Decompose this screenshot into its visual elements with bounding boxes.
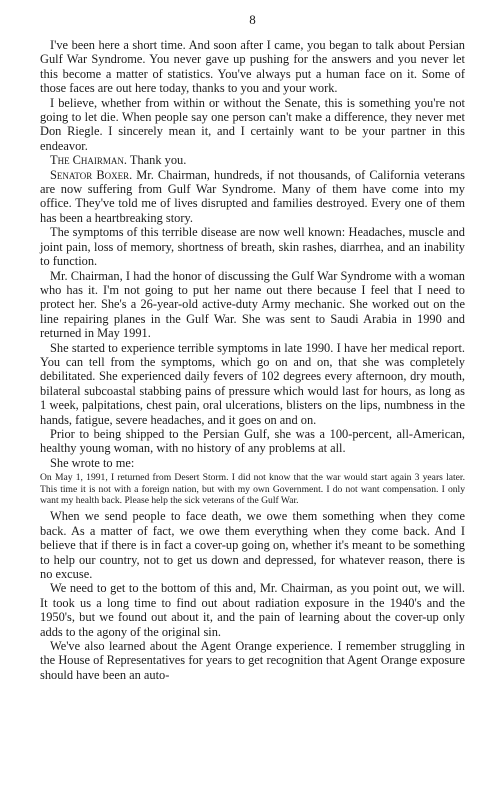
paragraph-text: I've been here a short time. And soon after I came, you began to talk about Persian Gulf War Syndrome. You never gave up pushing for the answers and you never let this become a matter of statistics. You've always put a human face on it. Some of those faces are out here today, thanks to you and your work. <box>40 38 465 96</box>
paragraph-text: I believe, whether from within or without the Senate, this is something you're not going to let die. When people say one person can't make a difference, they never met Don Riegle. I sincerely mean it, and I certainly want to be your partner in this endeavor. <box>40 95 465 153</box>
paragraph <box>40 427 465 456</box>
paragraph <box>40 225 465 268</box>
speaker-name: Senator Boxer. <box>50 167 133 182</box>
paragraph-text: We've also learned about the Agent Orange experience. I remember struggling in the House of Representatives for years to get recognition that Agent Orange exposure should have been an auto- <box>40 639 465 682</box>
block-quote: On May 1, 1991, I returned from Desert Storm. I did not know that the war would start again 3 years later. This time it is not with a foreign nation, but with my own Government. I do not want compensation. I only want my health back. Please help the sick veterans of the Gulf War. <box>40 472 465 506</box>
paragraph-text: Thank you. <box>127 153 187 168</box>
paragraph <box>40 168 465 226</box>
paragraph <box>40 509 465 581</box>
paragraph <box>40 269 465 341</box>
paragraph-text: We need to get to the bottom of this and, Mr. Chairman, as you point out, we will. It took us a long time to find out about radiation exposure in the 1940's and the 1950's, but we found out about it, and the pain of learning about the cover-up only adds to the agony of the original sin. <box>40 581 465 639</box>
paragraph-text: She started to experience terrible symptoms in late 1990. I have her medical report. You can tell from the symptoms, which go on and on, that she was completely debilitated. She experienced daily fevers of 102 degrees every afternoon, dry mouth, bilateral subcoastal stabbing pains of pressure which would last for hours, as long as 1 week, palpitations, chest pain, oral ulcerations, blisters on the lips, numbness in the hands, fatigue, severe headaches, and it goes on and on. <box>40 340 465 427</box>
paragraph-text: Mr. Chairman, hundreds, if not thousands, of California veterans are now suffering from Gulf War Syndrome. Many of them have come into my office. They've told me of lives disrupted and families destroyed. Every one of them has been a heartbreaking story. <box>40 167 465 225</box>
paragraph-text: Mr. Chairman, I had the honor of discussing the Gulf War Syndrome with a woman who has it. I'm not going to put her name out there because I feel that I need to protect her. She's a 26-year-old active-duty Army mechanic. She worked out on the line repairing planes in the Gulf War. She was sent to Saudi Arabia in 1990 and returned in May 1991. <box>40 268 465 341</box>
speaker-name: The Chairman. <box>50 153 128 168</box>
paragraph <box>40 456 465 470</box>
paragraph <box>40 96 465 154</box>
paragraph-text: When we send people to face death, we owe them something when they come back. As a matter of fact, we owe them everything when they come back. And I believe that if there is in fact a cover-up going on, whether it's meant to be something to help our country, not to get us down and depressed, for whatever reason, there is no excuse. <box>40 509 465 582</box>
paragraph-text: The symptoms of this terrible disease are now well known: Headaches, muscle and joint pain, loss of memory, shortness of breath, skin rashes, diarrhea, and an inability to function. <box>40 225 465 269</box>
paragraph <box>40 639 465 682</box>
paragraph-text: She wrote to me: <box>50 455 135 470</box>
paragraph <box>40 581 465 639</box>
paragraph <box>40 341 465 427</box>
page-number: 8 <box>249 12 256 27</box>
paragraph <box>40 153 465 167</box>
paragraph-text: Prior to being shipped to the Persian Gulf, she was a 100-percent, all-American, healthy young woman, with no history of any problems at all. <box>40 426 465 456</box>
paragraph <box>40 38 465 96</box>
document-page <box>40 0 465 810</box>
